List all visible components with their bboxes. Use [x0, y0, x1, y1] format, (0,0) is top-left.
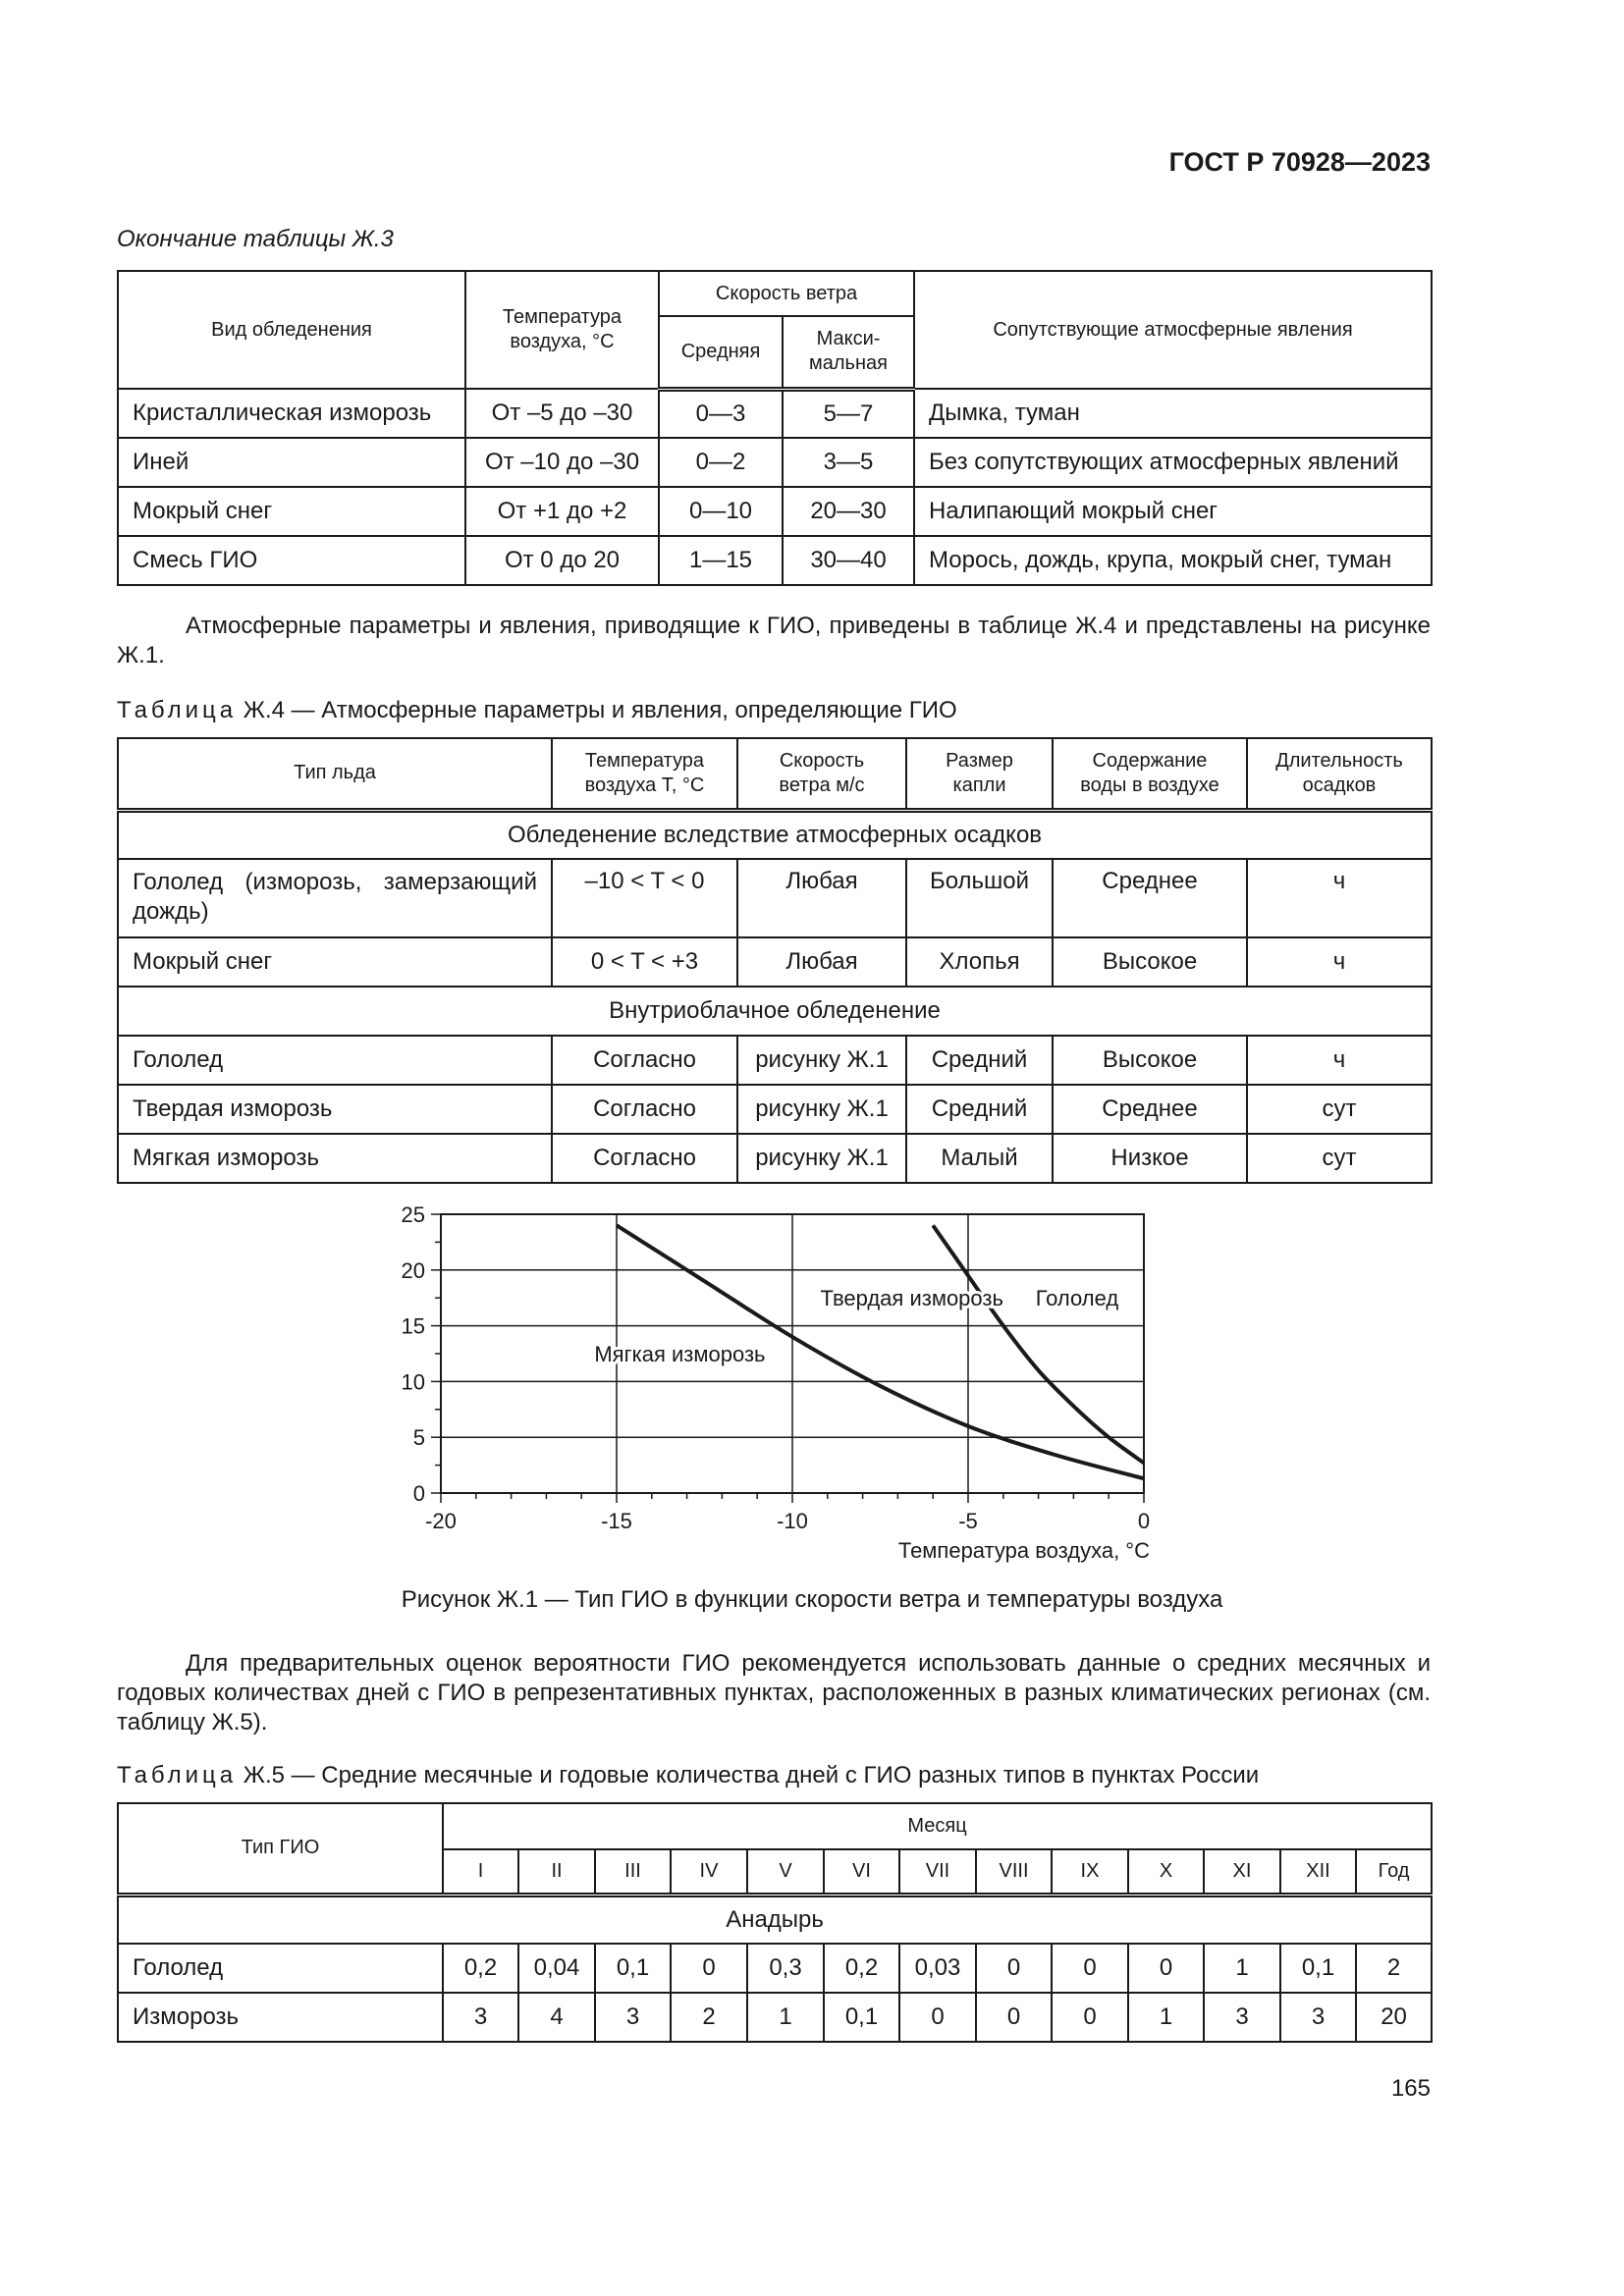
- cell: 0 < T < +3: [552, 937, 737, 987]
- cell: 1: [1128, 1993, 1204, 2042]
- paragraph-2: Для предварительных оценок вероятности ГИО рекомендуется использовать данные о средних месячных и годовых количествах дней с ГИО в репрезентативных пунктах, расположенных в разных климатических регионах (см. таблицу Ж.5).: [117, 1650, 1431, 1735]
- cell: 3: [1204, 1993, 1280, 2042]
- table-zh3: [117, 270, 1433, 586]
- chart-annotation: Гололед: [1035, 1286, 1119, 1311]
- cell: ч: [1247, 1036, 1432, 1085]
- table-row: [118, 1134, 1432, 1183]
- month-header: III: [595, 1849, 671, 1895]
- cell: Большой: [906, 859, 1053, 937]
- cell: Морось, дождь, крупа, мокрый снег, туман: [914, 536, 1432, 585]
- cell: ч: [1247, 859, 1432, 937]
- table-row: [118, 536, 1432, 585]
- chart-annotation: Мягкая изморозь: [594, 1342, 766, 1366]
- col-header: Тип льда: [118, 738, 552, 810]
- cell: 0,2: [443, 1944, 518, 1993]
- cell: Согласно: [552, 1085, 737, 1134]
- y-tick-label: 20: [401, 1257, 425, 1283]
- cell: Среднее: [1053, 1085, 1247, 1134]
- month-header: XII: [1280, 1849, 1356, 1895]
- month-header: X: [1128, 1849, 1204, 1895]
- cell: Любая: [737, 859, 906, 937]
- cell: –10 < T < 0: [552, 859, 737, 937]
- table4-caption: Таблица Ж.4 — Атмосферные параметры и явления, определяющие ГИО: [117, 697, 957, 723]
- cell: ч: [1247, 937, 1432, 987]
- month-header: XI: [1204, 1849, 1280, 1895]
- cell: Хлопья: [906, 937, 1053, 987]
- table-row: [118, 1993, 1432, 2042]
- cell: Мягкая изморозь: [118, 1134, 552, 1183]
- cell: 0—2: [659, 438, 783, 487]
- cell: Смесь ГИО: [118, 536, 465, 585]
- cell: 5—7: [783, 389, 914, 438]
- col-header-type: Тип ГИО: [118, 1803, 443, 1895]
- month-header: I: [443, 1849, 518, 1895]
- section-header: Внутриоблачное обледенение: [118, 987, 1432, 1036]
- cell: Малый: [906, 1134, 1053, 1183]
- cell: Высокое: [1053, 1036, 1247, 1085]
- y-tick-label: 15: [401, 1313, 425, 1339]
- cell: Любая: [737, 937, 906, 987]
- month-header: VI: [824, 1849, 899, 1895]
- x-tick-label: -20: [425, 1509, 457, 1533]
- cell: 1: [1204, 1944, 1280, 1993]
- x-tick-label: 0: [1137, 1509, 1151, 1533]
- col-header: Содержание воды в воздухе: [1053, 738, 1247, 810]
- x-axis-label: Температура воздуха, °С: [897, 1538, 1150, 1563]
- cell: 0: [1052, 1944, 1128, 1993]
- cell: 3: [1280, 1993, 1356, 2042]
- y-tick-label: 0: [412, 1481, 425, 1506]
- cell: 0: [899, 1993, 976, 2042]
- section-header: Анадырь: [118, 1895, 1432, 1944]
- y-tick-label: 5: [412, 1425, 425, 1451]
- col-header-temp: Температура воздуха, °С: [465, 271, 659, 389]
- col-header-phenomena: Сопутствующие атмосферные явления: [914, 271, 1432, 389]
- month-header: VIII: [976, 1849, 1052, 1895]
- cell: 3: [443, 1993, 518, 2042]
- cell: 30—40: [783, 536, 914, 585]
- cell: рисунку Ж.1: [737, 1085, 906, 1134]
- table5-caption: Таблица Ж.5 — Средние месячные и годовые количества дней с ГИО разных типов в пунктах России: [117, 1762, 1260, 1789]
- cell: Иней: [118, 438, 465, 487]
- cell: 0: [1052, 1993, 1128, 2042]
- col-header: Размер капли: [906, 738, 1053, 810]
- cell: 3: [595, 1993, 671, 2042]
- cell: Налипающий мокрый снег: [914, 487, 1432, 536]
- table3-caption: Окончание таблицы Ж.3: [117, 226, 394, 252]
- cell: 0,1: [595, 1944, 671, 1993]
- cell: 0: [1128, 1944, 1204, 1993]
- cell: Кристаллическая изморозь: [118, 389, 465, 438]
- cell: Гололед (изморозь, замерзающий дождь): [118, 859, 552, 937]
- cell: Гололед: [118, 1944, 443, 1993]
- cell: 0,2: [824, 1944, 899, 1993]
- section-header: Обледенение вследствие атмосферных осадков: [118, 810, 1432, 859]
- cell: Высокое: [1053, 937, 1247, 987]
- col-header: Длительность осадков: [1247, 738, 1432, 810]
- table-row: [118, 859, 1432, 937]
- cell: Согласно: [552, 1134, 737, 1183]
- month-header: IV: [671, 1849, 747, 1895]
- cell: Мокрый снег: [118, 937, 552, 987]
- table-row: [118, 487, 1432, 536]
- table-row: [118, 1036, 1432, 1085]
- table-row: [118, 389, 1432, 438]
- cell: От +1 до +2: [465, 487, 659, 536]
- x-tick-label: -15: [601, 1509, 632, 1533]
- chart-annotation: Твердая изморозь: [820, 1286, 1003, 1311]
- col-header-type: Вид обледенения: [118, 271, 465, 389]
- col-header-month: Месяц: [443, 1803, 1432, 1849]
- x-tick-label: -5: [958, 1509, 978, 1533]
- cell: 0—10: [659, 487, 783, 536]
- cell: Низкое: [1053, 1134, 1247, 1183]
- cell: 0: [976, 1944, 1052, 1993]
- x-tick-label: -10: [777, 1509, 808, 1533]
- month-header: V: [747, 1849, 824, 1895]
- cell: 0,03: [899, 1944, 976, 1993]
- cell: 0,1: [824, 1993, 899, 2042]
- cell: 20—30: [783, 487, 914, 536]
- table-row: [118, 937, 1432, 987]
- col-header-avg: Средняя: [659, 316, 783, 389]
- month-header: IX: [1052, 1849, 1128, 1895]
- cell: 0—3: [659, 389, 783, 438]
- cell: 20: [1356, 1993, 1432, 2042]
- cell: 0: [976, 1993, 1052, 2042]
- table-row: [118, 1944, 1432, 1993]
- cell: Средний: [906, 1036, 1053, 1085]
- document-header: ГОСТ Р 70928—2023: [1168, 147, 1431, 177]
- cell: Средний: [906, 1085, 1053, 1134]
- cell: Без сопутствующих атмосферных явлений: [914, 438, 1432, 487]
- table-row: [118, 438, 1432, 487]
- cell: 1—15: [659, 536, 783, 585]
- cell: Мокрый снег: [118, 487, 465, 536]
- cell: 0,04: [518, 1944, 595, 1993]
- cell: 0,3: [747, 1944, 824, 1993]
- cell: 3—5: [783, 438, 914, 487]
- cell: 2: [671, 1993, 747, 2042]
- cell: 0: [671, 1944, 747, 1993]
- cell: 4: [518, 1993, 595, 2042]
- cell: От –5 до –30: [465, 389, 659, 438]
- month-header: II: [518, 1849, 595, 1895]
- table-zh4: [117, 737, 1433, 1184]
- cell: Среднее: [1053, 859, 1247, 937]
- cell: Согласно: [552, 1036, 737, 1085]
- month-header: Год: [1356, 1849, 1432, 1895]
- col-header: Скорость ветра м/с: [737, 738, 906, 810]
- y-tick-label: 25: [401, 1202, 425, 1227]
- table-row: [118, 1085, 1432, 1134]
- cell: От 0 до 20: [465, 536, 659, 585]
- col-header-wind: Скорость ветра: [659, 271, 914, 316]
- chart-figure: [0, 1188, 1624, 1580]
- cell: 1: [747, 1993, 824, 2042]
- col-header-max: Макси-мальная: [783, 316, 914, 389]
- series-line-2: [933, 1225, 1144, 1463]
- cell: Изморозь: [118, 1993, 443, 2042]
- cell: рисунку Ж.1: [737, 1134, 906, 1183]
- cell: 2: [1356, 1944, 1432, 1993]
- cell: сут: [1247, 1085, 1432, 1134]
- paragraph-1: Атмосферные параметры и явления, приводящие к ГИО, приведены в таблице Ж.4 и представлены на рисунке Ж.1.: [117, 613, 1431, 668]
- cell: 0,1: [1280, 1944, 1356, 1993]
- col-header: Температура воздуха T, °С: [552, 738, 737, 810]
- cell: От –10 до –30: [465, 438, 659, 487]
- cell: Гололед: [118, 1036, 552, 1085]
- cell: рисунку Ж.1: [737, 1036, 906, 1085]
- page-number: 165: [1390, 2075, 1431, 2102]
- figure-caption: Рисунок Ж.1 — Тип ГИО в функции скорости ветра и температуры воздуха: [401, 1586, 1223, 1613]
- table-zh5: [117, 1802, 1433, 2043]
- cell: Твердая изморозь: [118, 1085, 552, 1134]
- month-header: VII: [899, 1849, 976, 1895]
- cell: сут: [1247, 1134, 1432, 1183]
- y-tick-label: 10: [401, 1369, 425, 1395]
- cell: Дымка, туман: [914, 389, 1432, 438]
